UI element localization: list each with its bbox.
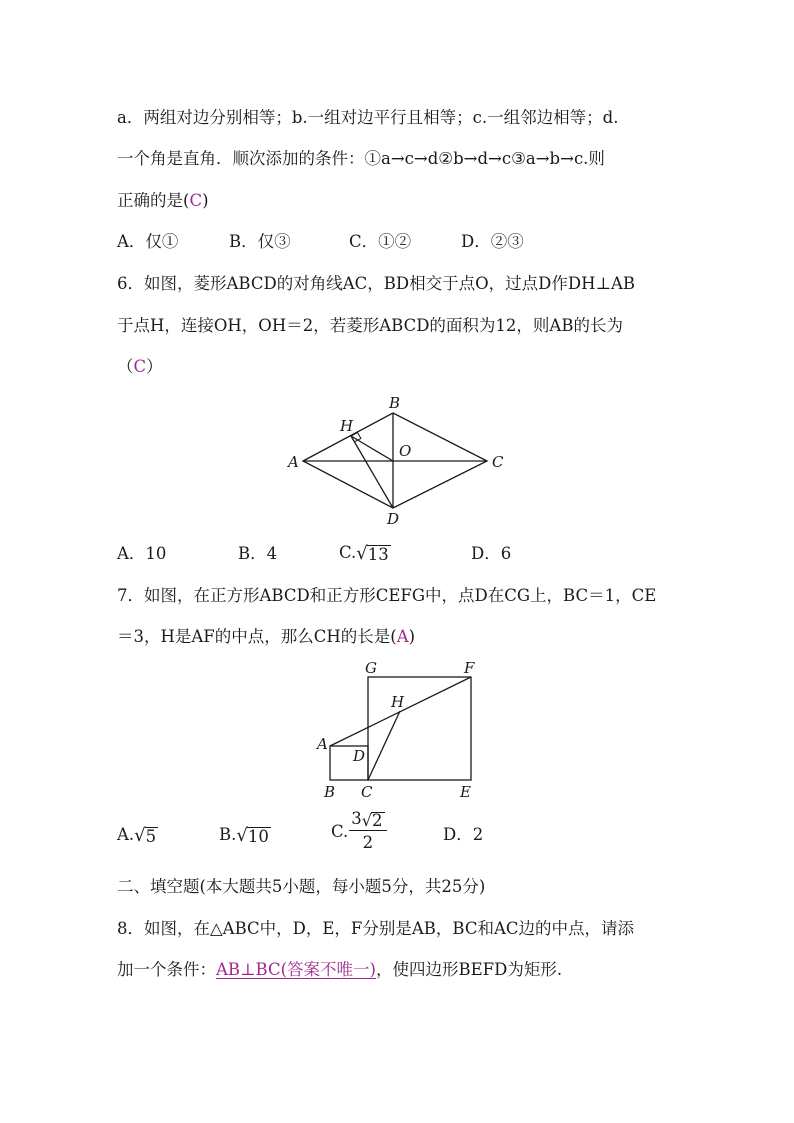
q8-prefix: 加一个条件：	[117, 960, 216, 979]
label-h: H	[340, 417, 354, 435]
label-d7: D	[353, 747, 366, 765]
numerator-coefficient: 3	[351, 809, 362, 828]
fraction-numerator	[349, 810, 386, 831]
q5-conditions-line-1: a．两组对边分别相等；b.一组对边平行且相等；c.一组邻边相等；d.	[117, 108, 619, 127]
q5-question-text: 正确的是	[117, 191, 183, 210]
label-h7: H	[391, 693, 405, 711]
q6-option-a: A．10	[117, 544, 167, 563]
section-2-heading: 二、填空题(本大题共5小题，每小题5分，共25分)	[117, 877, 486, 896]
q7-stem-line-2	[117, 626, 415, 648]
q6-option-c	[339, 542, 391, 565]
q7-paren-close: )	[408, 627, 416, 646]
sqrt-13	[356, 543, 390, 565]
label-b7: B	[324, 783, 336, 801]
radicand-10: 10	[247, 826, 269, 846]
q6-paren-close: ）	[146, 357, 163, 376]
right-angle-mark-h	[351, 433, 361, 442]
q6-stem-line-2: 于点H，连接OH，OH＝2，若菱形ABCD的面积为12，则AB的长为	[117, 316, 623, 335]
radicand-5: 5	[145, 826, 157, 846]
q6-option-b: B．4	[238, 544, 278, 563]
label-a7: A	[317, 735, 328, 753]
q7-paren-open: (	[390, 627, 397, 646]
segment-ch	[368, 711, 400, 780]
segment-af	[330, 677, 471, 746]
q8-stem-line-2	[117, 959, 562, 981]
q6-answer: C	[133, 357, 147, 376]
fraction-3sqrt2-over-2	[349, 810, 386, 853]
radicand-13: 13	[367, 544, 389, 564]
q7-option-a-prefix: A.	[117, 825, 135, 844]
q5-conditions-line-2: 一个角是直角．顺次添加的条件：①a→c→d②b→d→c③a→b→c.则	[117, 149, 605, 168]
q8-suffix: ，使四边形BEFD为矩形.	[376, 960, 563, 979]
label-a: A	[288, 453, 299, 471]
label-c7: C	[361, 783, 373, 801]
rhombus-abcd	[303, 413, 487, 508]
segment-oh	[351, 436, 393, 461]
q7-answer: A	[396, 627, 409, 646]
q6-answer-line	[117, 356, 163, 378]
fraction-denominator: 2	[362, 832, 374, 852]
label-d: D	[387, 510, 400, 528]
q7-option-c	[331, 810, 387, 853]
q5-option-d: D．②③	[461, 232, 524, 251]
q8-answer-blank: AB⊥BC(答案不唯一)	[216, 960, 376, 979]
sqrt-10	[236, 825, 270, 847]
label-e7: E	[460, 783, 471, 801]
radical-sign-icon: √	[134, 825, 146, 846]
radical-sign-icon: √	[236, 825, 248, 846]
square-abcd	[330, 746, 368, 780]
radical-sign-icon: √	[356, 543, 368, 564]
square-cefg	[368, 677, 471, 780]
segment-dh	[351, 436, 393, 508]
q5-paren-open: (	[183, 191, 190, 210]
sqrt-2	[362, 811, 385, 829]
q5-paren-close: )	[202, 191, 209, 210]
q7-option-b-prefix: B.	[219, 825, 237, 844]
label-b: B	[389, 394, 401, 412]
label-f: F	[464, 659, 475, 677]
q7-option-a	[117, 824, 158, 847]
q8-stem-line-1: 8．如图，在△ABC中，D，E，F分别是AB，BC和AC边的中点，请添	[117, 919, 635, 938]
sqrt-5	[134, 825, 158, 847]
q5-question-line-3	[117, 190, 209, 212]
q5-option-a: A．仅①	[117, 232, 179, 251]
q5-option-c: C．①②	[349, 232, 412, 251]
label-g: G	[365, 659, 377, 677]
q5-option-b: B．仅③	[229, 232, 291, 251]
q5-answer: C	[189, 191, 203, 210]
q7-stem-line-1: 7．如图，在正方形ABCD和正方形CEFG中，点D在CG上，BC＝1，CE	[117, 586, 657, 605]
radical-sign-icon: √	[361, 810, 372, 830]
q6-option-c-prefix: C.	[339, 543, 357, 562]
q7-option-d: D．2	[443, 825, 484, 844]
q6-paren-open: （	[117, 357, 134, 376]
q6-option-d: D．6	[471, 544, 512, 563]
label-c: C	[492, 453, 504, 471]
q7-stem-text: ＝3，H是AF的中点，那么CH的长是	[117, 627, 391, 646]
radicand-2: 2	[372, 810, 383, 830]
q7-option-b	[219, 824, 271, 847]
label-o: O	[399, 442, 412, 460]
q6-stem-line-1: 6．如图，菱形ABCD的对角线AC，BD相交于点O，过点D作DH⊥AB	[117, 274, 636, 293]
q7-option-c-prefix: C.	[331, 821, 349, 841]
